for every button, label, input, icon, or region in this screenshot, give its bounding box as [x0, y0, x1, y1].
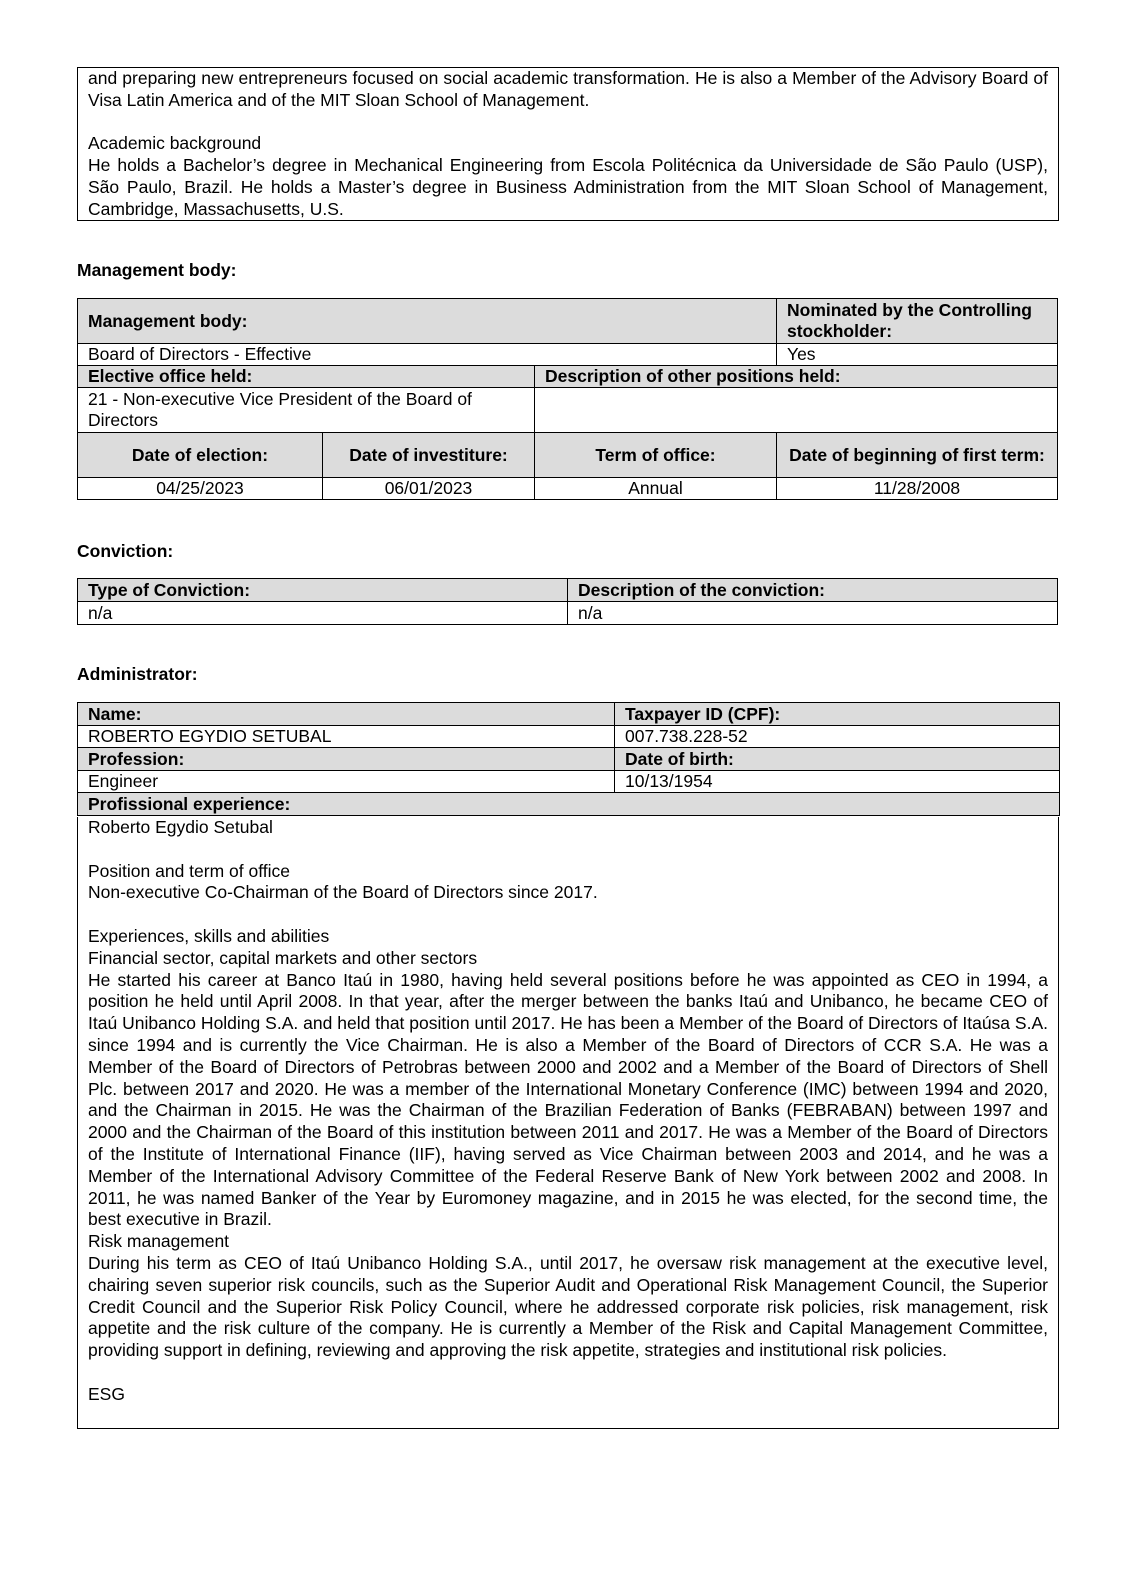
date-of-investiture-value: 06/01/2023: [323, 478, 535, 500]
date-of-birth-value: 10/13/1954: [615, 771, 1060, 793]
first-term-value: 11/28/2008: [777, 478, 1058, 500]
cpf-header: Taxpayer ID (CPF):: [615, 703, 1060, 726]
date-of-election-header: Date of election:: [78, 433, 323, 478]
management-body-title: Management body:: [77, 260, 237, 280]
date-of-birth-header: Date of birth:: [615, 748, 1060, 771]
risk-management-heading: Risk management: [88, 1231, 230, 1252]
skills-heading: Experiences, skills and abilities: [88, 925, 330, 946]
management-body-header: Management body:: [78, 299, 777, 344]
experience-name-line: Roberto Egydio Setubal: [88, 817, 273, 837]
financial-sector-text: He started his career at Banco Itaú in 1980, having held several positions before he was appointed as CEO in 1994, a position he held until April 2008. In that year, after the merger between the banks Itaú and Unibanco, he became CEO of Itaú Unibanco Holding S.A. and held that position until 2017. He has been a Member of the Board of Directors of Itaúsa S.A. since 1994 and is currently the Vice Chairman. He is also a Member of the Board of Directors of CCR S.A. He was a Member of the Board of Directors of Petrobras between 2000 and 2002 and a Member of the Board of Directors of Shell Plc. between 2017 and 2020. He was a member of the International Monetary Conference (IMC) between 1994 and 2020, and the Chairman in 2015. He was the Chairman of the Brazilian Federation of Banks (FEBRABAN) between 1997 and 2000 and the Chairman of the Board of this institution between 2011 and 2017. He was a Member of the Board of Directors of the Institute of International Finance (IIF), having served as Vice Chairman between 2003 and 2014, and he was a Member of the International Advisory Committee of the Federal Reserve Bank of New York between 2002 and 2008. In 2011, he was named Banker of the Year by Euromoney magazine, and in 2015 he was elected, for the second time, the best executive in Brazil.: [88, 969, 1048, 1230]
administrator-title: Administrator:: [77, 664, 198, 684]
name-value: ROBERTO EGYDIO SETUBAL: [78, 726, 615, 748]
conviction-title: Conviction:: [77, 541, 174, 561]
experience-box: [77, 817, 1059, 1429]
academic-background-text: He holds a Bachelor’s degree in Mechanical Engineering from Escola Politécnica da Universidade de São Paulo (USP), São Paulo, Brazil. He holds a Master’s degree in Business Administration from the MIT Sloan School of Management, Cambridge, Massachusetts, U.S.: [88, 155, 1048, 219]
date-of-investiture-header: Date of investiture:: [323, 433, 535, 478]
profession-value: Engineer: [78, 771, 615, 793]
term-of-office-header: Term of office:: [535, 433, 777, 478]
position-text: Non-executive Co-Chairman of the Board of Directors since 2017.: [88, 882, 598, 903]
conviction-table: [77, 578, 1058, 625]
other-positions-header: Description of other positions held:: [535, 366, 1058, 388]
name-header: Name:: [78, 703, 615, 726]
advisory-board-text: and preparing new entrepreneurs focused on social academic transformation. He is also a Member of the Advisory Board of Visa Latin America and of the MIT Sloan School of Management.: [88, 68, 1048, 110]
profession-header: Profession:: [78, 748, 615, 771]
elective-office-value: 21 - Non-executive Vice President of the Board of Directors: [78, 388, 535, 433]
conviction-description-header: Description of the conviction:: [568, 579, 1058, 602]
conviction-type-value: n/a: [78, 602, 568, 625]
academic-background-heading: Academic background: [88, 133, 262, 154]
administrator-table: [77, 702, 1060, 816]
financial-sector-heading: Financial sector, capital markets and other sectors: [88, 947, 478, 968]
esg-heading: ESG: [88, 1383, 125, 1404]
conviction-type-header: Type of Conviction:: [78, 579, 568, 602]
risk-management-text: During his term as CEO of Itaú Unibanco Holding S.A., until 2017, he oversaw risk management at the executive level, chairing seven superior risk councils, such as the Superior Audit and Operational Risk Management Council, the Superior Credit Council and the Superior Risk Policy Council, where he addressed corporate risk policies, risk management, risk appetite and the risk culture of the company. He is currently a Member of the Risk and Capital Management Committee, providing support in defining, reviewing and approving the risk appetite, strategies and institutional risk policies.: [88, 1252, 1048, 1361]
nominated-value: Yes: [777, 344, 1058, 366]
other-positions-value: [535, 388, 1058, 433]
academic-background-box: [77, 67, 1059, 221]
date-of-election-value: 04/25/2023: [78, 478, 323, 500]
experience-header: Profissional experience:: [78, 793, 1060, 816]
cpf-value: 007.738.228-52: [615, 726, 1060, 748]
management-body-value: Board of Directors - Effective: [78, 344, 777, 366]
nominated-header: Nominated by the Controlling stockholder:: [777, 299, 1058, 344]
term-of-office-value: Annual: [535, 478, 777, 500]
elective-office-header: Elective office held:: [78, 366, 535, 388]
conviction-description-value: n/a: [568, 602, 1058, 625]
management-body-table: [77, 298, 1058, 500]
first-term-header: Date of beginning of first term:: [777, 433, 1058, 478]
position-heading: Position and term of office: [88, 860, 291, 881]
